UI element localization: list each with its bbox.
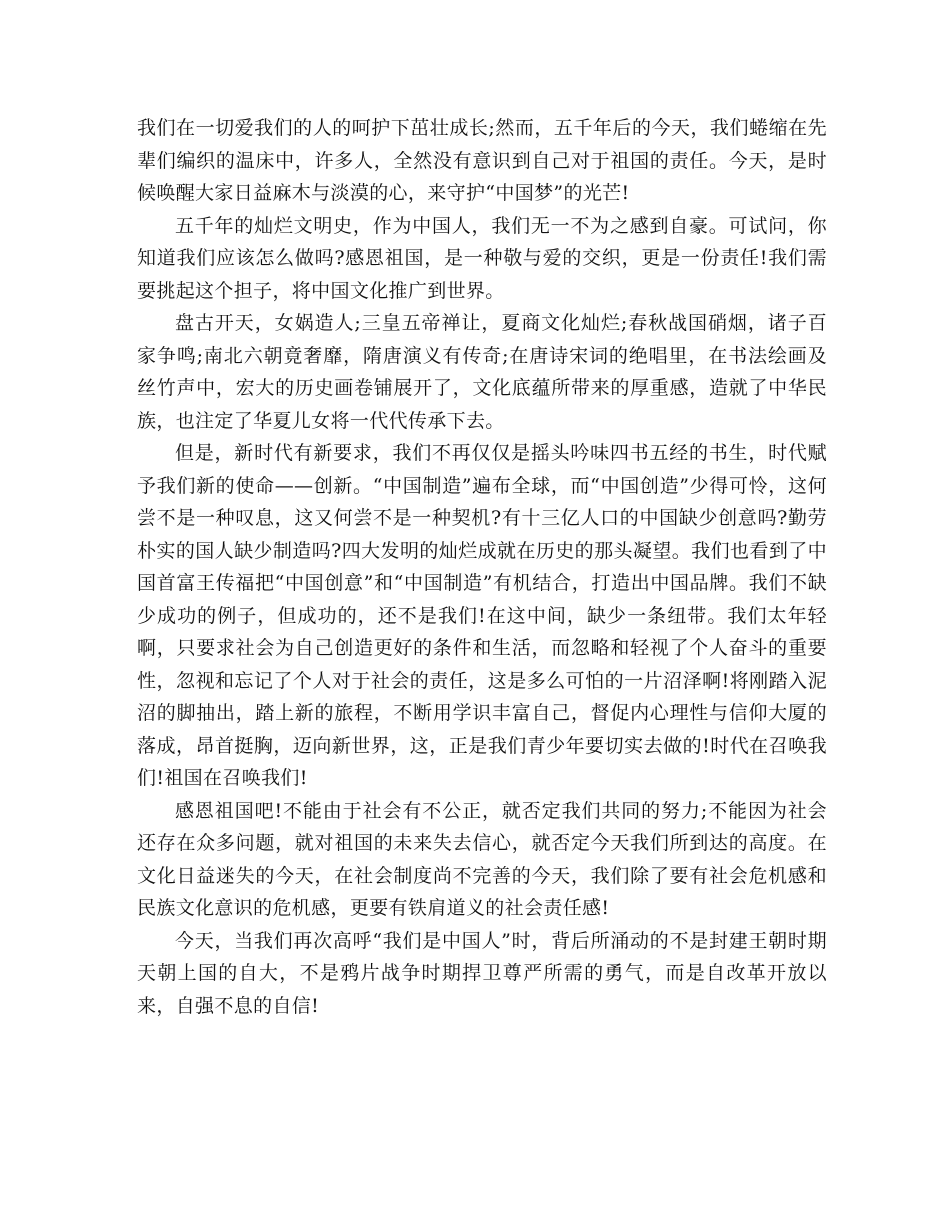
paragraph-1: 我们在一切爱我们的人的呵护下茁壮成长;然而，五千年后的今天，我们蜷缩在先辈们编织的温床中，许多人，全然没有意识到自己对于祖国的责任。今天，是时候唤醒大家日益麻木与淡漠的心，来守护“中国梦”的光芒! bbox=[137, 117, 827, 204]
essay-body bbox=[137, 112, 827, 1022]
paragraph-2: 五千年的灿烂文明史，作为中国人，我们无一不为之感到自豪。可试问，你知道我们应该怎么做吗?感恩祖国，是一种敬与爱的交织，更是一份责任!我们需要挑起这个担子，将中国文化推广到世界。 bbox=[137, 214, 827, 302]
paragraph-3: 盘古开天，女娲造人;三皇五帝禅让，夏商文化灿烂;春秋战国硝烟，诸子百家争鸣;南北六朝竟奢靡，隋唐演义有传奇;在唐诗宋词的绝唱里，在书法绘画及丝竹声中，宏大的历史画卷铺展开了，文化底蕴所带来的厚重感，造就了中华民族，也注定了华夏儿女将一代代传承下去。 bbox=[137, 312, 827, 432]
paragraph-5: 感恩祖国吧!不能由于社会有不公正，就否定我们共同的努力;不能因为社会还存在众多问题，就对祖国的未来失去信心，就否定今天我们所到达的高度。在文化日益迷失的今天，在社会制度尚不完善的今天，我们除了要有社会危机感和民族文化意识的危机感，更要有铁肩道义的社会责任感! bbox=[137, 799, 827, 919]
paragraph-4: 但是，新时代有新要求，我们不再仅仅是摇头吟味四书五经的书生，时代赋予我们新的使命——创新。“中国制造”遍布全球，而“中国创造”少得可怜，这何尝不是一种叹息，这又何尝不是一种契机?有十三亿人口的中国缺少创意吗?勤劳朴实的国人缺少制造吗?四大发明的灿烂成就在历史的那头凝望。我们也看到了中国首富王传福把“中国创意”和“中国制造”有机结合，打造出中国品牌。我们不缺少成功的例子，但成功的，还不是我们!在这中间，缺少一条纽带。我们太年轻啊，只要求社会为自己创造更好的条件和生活，而忽略和轻视了个人奋斗的重要性，忽视和忘记了个人对于社会的责任，这是多么可怕的一片沼泽啊!将刚踏入泥沼的脚抽出，踏上新的旅程，不断用学识丰富自己，督促内心理性与信仰大厦的落成，昂首挺胸，迈向新世界，这，正是我们青少年要切实去做的!时代在召唤我们!祖国在召唤我们! bbox=[137, 442, 827, 789]
paragraph-6: 今天，当我们再次高呼“我们是中国人”时，背后所涌动的不是封建王朝时期天朝上国的自大，不是鸦片战争时期捍卫尊严所需的勇气，而是自改革开放以来，自强不息的自信! bbox=[137, 929, 827, 1017]
